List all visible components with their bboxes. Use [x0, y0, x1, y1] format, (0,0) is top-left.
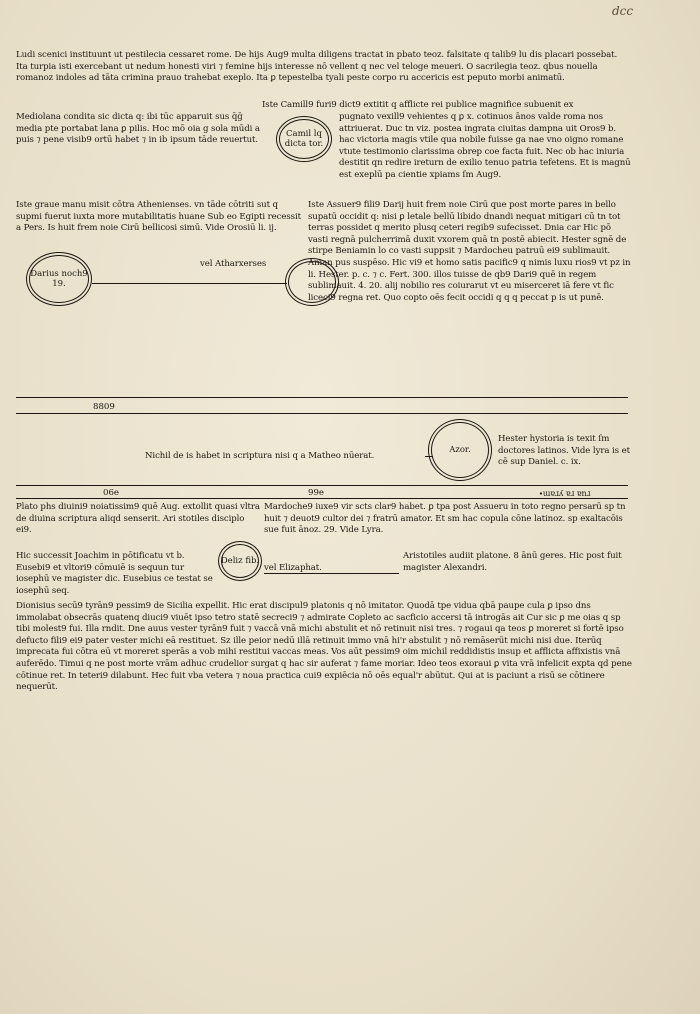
dionysius-paragraph: Dionisius secū9 tyrān9 pessim9 de Sicilia expellit. Hic erat discipul9 platonis q nō imitator. Quodā tpe vidua qbā paupe cula ꝑ ipso dns immolabat obsecrās quatenq diuci9 viuēt ipso tetro statē secreci9 ⁊ admirate Copleto ac sacficio accersi tā introgās ait Cur sic ꝑ me oias q sp tibi molest9 fui. Illa rndit. Dne auus vester tyrān9 fuit ⁊ vaccā vnā michi abstulit et nō retinuit nisi tres. ⁊ rogaui qa teos ꝑ moreret si fortē ipso defucto fili9 ei9 pater vester michi eā restituet. Sz ille peior nedū illā retinuit immo vnā hi'r abstulit ⁊ nō remāserūt michi nisi due. Iterūq imprecata fui cōtra eū vt moreret sperās a vob mihi restitui vaccas meas. Vos aūt pessim9 oim michil reddidistis insup et afflicta affixistis vnā auferēdo. Timui q ne post morte vrām adhuc crudelior surgat q hac sir auferat ⁊ fame moriar. Ideo teos exoraui ꝑ vita vrā infelicit expta qd pene cōtinue ret. In teteri9 dilabunt. Hec fuit vba vetera ⁊ noua practica cui9 expiēcia nō oēs equal'r abūtut. Qui at is paciunt a risū se cōtinere nequerūt. [16, 601, 632, 693]
eliza-label: vel Elizaphat. [264, 563, 322, 573]
nichil-line: Nichil de is habet in scriptura nisi q a Matheo nūerat. [145, 451, 375, 461]
year-number-3: 99e [308, 488, 325, 498]
atheniensis-paragraph: Iste graue manu misit cōtra Athenienses. vn tāde cōtriti sut q supmi fuerut iuxta more mutabilitatis huane Sub eo Egipti recessit a Pers. Is huit frem noie Cirū bellicosi simū. Vide Orosiū li. ij. [16, 200, 301, 234]
year-number-1: 8809 [93, 402, 115, 412]
assuerus-medallion [285, 258, 339, 306]
camillus-heading-line: Iste Camill9 furi9 dict9 extitit q afflicte rei publice magnifice subuenit ex [262, 100, 574, 110]
camillus-medallion: Camil lq dicta tor. [276, 116, 332, 162]
year-rule-3 [16, 485, 628, 486]
inverted-marginal-text: ∙ɯɐɹʎ ɐɹ ɐnɹ [539, 489, 591, 498]
year-rule-2 [16, 413, 628, 414]
darius-medallion: Darius noch9 19. [26, 252, 92, 306]
darius-label: vel Atharxerses [200, 259, 267, 269]
mardocheus-paragraph: Mardoche9 iuxe9 vir scts clar9 habet. ꝑ tpa post Assueru in toto regno persarū sp tn huit ⁊ deuot9 cultor dei ⁊ fratrū amator. Et sm hac copula cōne latinoz. sp exaltacōis sue fuit ānoz. 29. Vide Lyra. [264, 502, 626, 536]
plato-paragraph: Plato phs diuini9 noiatissim9 quē Aug. extollit quasi vltra de diuina scriptura aliqd senserit. Ari stotiles disciplo ei9. [16, 502, 260, 536]
year-rule-4 [16, 498, 628, 499]
eliza-line [264, 573, 399, 574]
year-rule-1 [16, 397, 628, 398]
intro-paragraph: Ludi scenici instituunt ut pestilecia cessaret rome. De hijs Aug9 multa diligens tractat in pbato teoz. falsitate q talib9 lu dis placari possebat. Ita turpia isti exercebant ut nedum honesti viri ⁊ femine hijs interesse nō vellent q nec vel teloge meueri. O sacrilegia teoz. qbus nouella romanoz indoles ad tāta crimina prauo trahebat exeplo. Ita ꝑ tepestelba tyali peste corpo ru accericis est peputo morbi animatū. [16, 50, 618, 84]
azor-paragraph: Hester hystoria is texit ſm doctores latinos. Vide lyra is et cē sup Daniel. c. ix. [498, 434, 630, 468]
camillus-paragraph: pugnato vexill9 vehientes q ꝑ x. cotinuos ānos valde roma nos attriuerat. Duc tn viz. postea ingrata ciuitas dampna uit Oros9 b. hac victoria magis vtile qua nobile fuisse ga nae vno oigno romane vtute testimonio clarissima obrep coe facta fuit. Nec ob hac iniuria destitit qn redire ireturn de exilio tenuo patria tefetens. Et is magnū est exeplū pa cientie xpiams ſm Aug9. [339, 112, 631, 180]
eliza-medallion: Deliz fib. [218, 541, 262, 581]
year-number-2: 06e [103, 488, 120, 498]
azor-medallion: Azor. [428, 419, 492, 481]
handwritten-folio-note: dcc [612, 4, 634, 18]
mediolana-paragraph: Mediolana condita sic dicta q: ibi tūc apparuit sus q̄ḡ media pte portabat lana ꝑ pilis. Hoc mō oia g sola mūdi a puis ⁊ pene visib9 ortū habet ⁊ in ib ipsum tāde reuertut. [16, 112, 260, 146]
joachim-paragraph: Hic successit Joachim in pōtificatu vt b. Eusebi9 et vltori9 cōmuiē is sequun tur iosephū ve magister dic. Eusebius ce testat se iosephū seq. [16, 551, 213, 596]
darius-line [92, 283, 287, 284]
assuerus-paragraph: Iste Assuer9 fili9 Darij huit frem noie Cirū que post morte pares in bello supatū occidit q: nisi ꝑ letale bellū libido dnandi nequat mitigari cū tn tot terras possidet q merito plusq ceteri regib9 sufecisset. Dnia car Hic pō vasti regnā pulcherrimā duxit vxorem quā tn postē abiecit. Hester sgnē de stirpe Beniamin lo co vasti suppsit ⁊ Mardocheu patruū ei9 sublimauit. Aman pus suspēso. Hic vi9 et homo satis pacific9 q nimis luxu rios9 vt pz in li. Hester. p. c. ⁊ c. Fert. 300. illos tuisse de qb9 Dari9 quē in regem sublimauit. 4. 20. alij nobilio res coiurarut vt eu miserceret iā fere vt fic liceci9 regna ret. Quo copto oēs fecit occidi q q q peccat p is ut punē. [308, 200, 631, 303]
aristotle-paragraph: Aristotiles audiit platone. 8 ānū geres. Hic post fuit magister Alexandri. [403, 551, 622, 573]
